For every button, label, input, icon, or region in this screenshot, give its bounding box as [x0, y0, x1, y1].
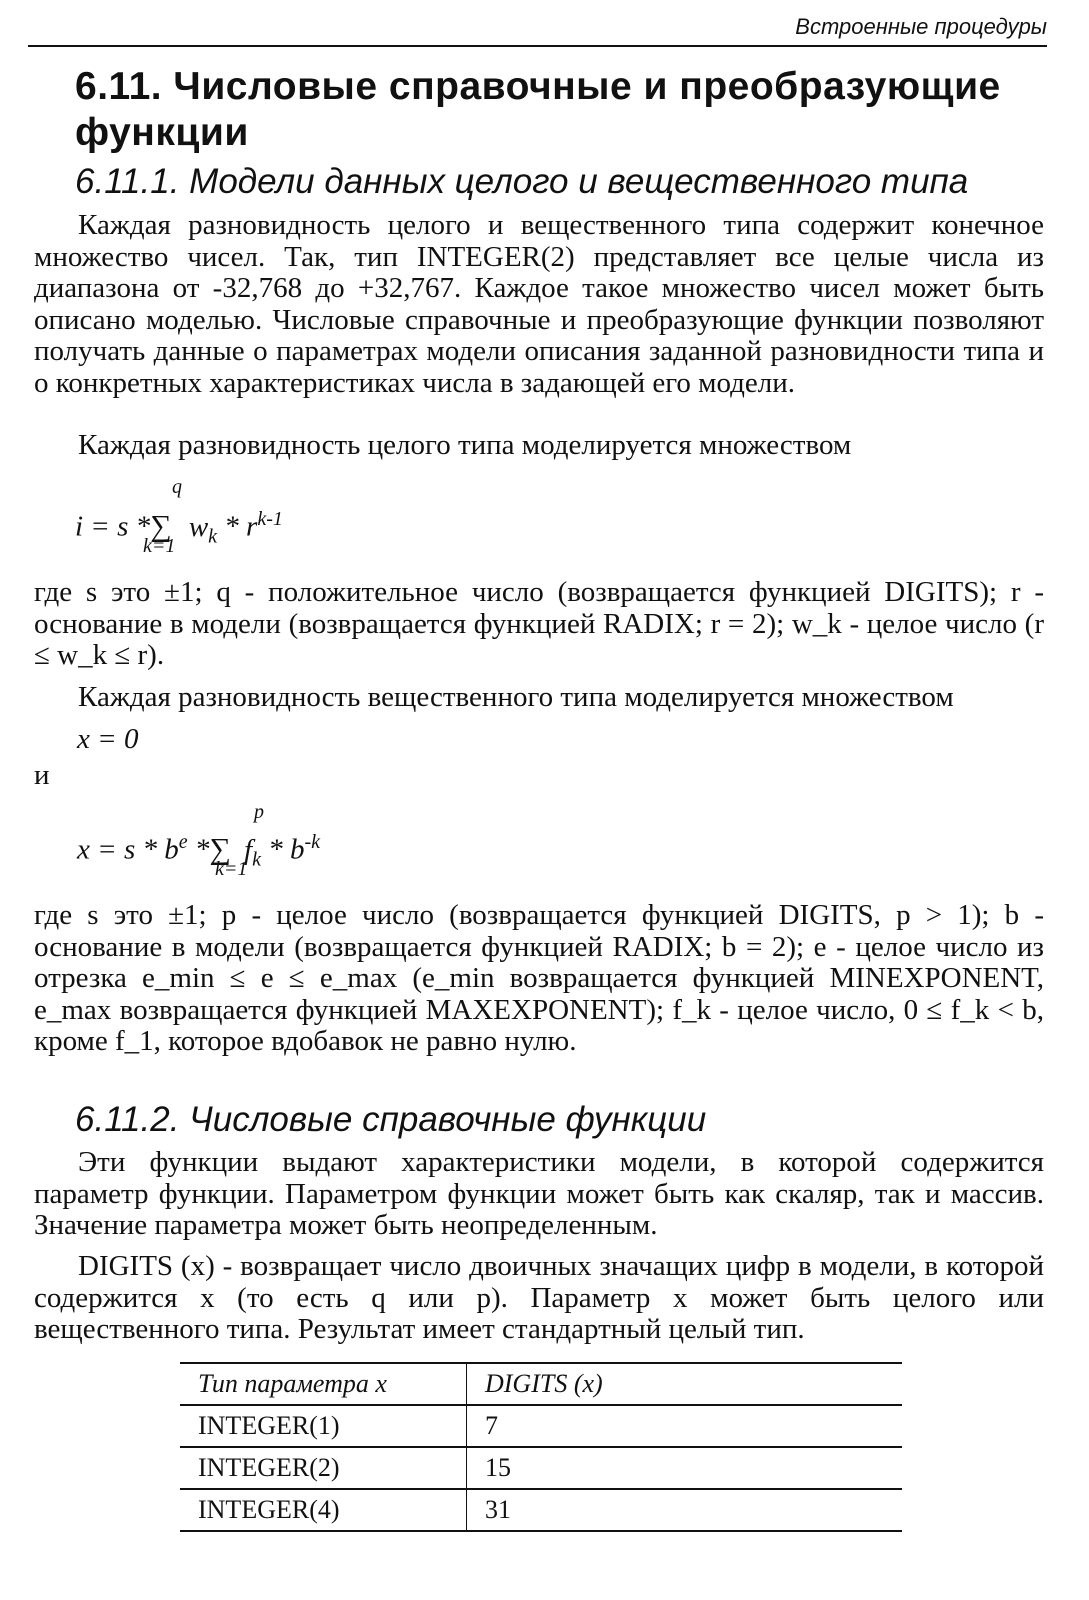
table-header-param-type: Тип параметра x: [180, 1363, 467, 1405]
section-title: 6.11. Числовые справочные и преобразующие функции: [75, 65, 1001, 154]
table-header-digits: DIGITS (x): [485, 1369, 603, 1398]
sum-lower-limit: k=1: [143, 535, 176, 557]
formula-term: w: [188, 510, 209, 543]
paragraph-integer-params: где s это ±1; q - положительное число (возвращается функцией DIGITS); r - основание в модели (возвращается функцией RADIX; r = 2); w_k - целое число (r ≤ w_k ≤ r).: [34, 576, 1044, 671]
sum-upper-limit: q: [172, 476, 182, 498]
sigma-symbol: ∑: [150, 509, 172, 543]
formula-rest: * r: [217, 510, 258, 543]
paragraph-digits: DIGITS (x) - возвращает число двоичных значащих цифр в модели, в которой содержится x (то есть q или p). Параметр x может быть целого или вещественного типа. Результат имеет стандартный целый тип.: [34, 1250, 1044, 1345]
table-cell-digits: 31: [485, 1495, 511, 1524]
formula-term-subscript: k: [252, 848, 261, 871]
formula-rest-superscript: -k: [304, 831, 321, 853]
table-header-row: [180, 1363, 902, 1405]
digits-table: [180, 1362, 902, 1532]
formula-term-subscript: k: [208, 525, 218, 548]
paragraph-integer-model: Каждая разновидность целого типа моделируется множеством: [78, 429, 852, 461]
paragraph-real-model: Каждая разновидность вещественного типа моделируется множеством: [78, 681, 954, 713]
formula-star: *: [187, 833, 210, 866]
table-row: [180, 1405, 902, 1447]
formula-rest-superscript: k-1: [257, 508, 283, 530]
sum-upper-limit: p: [254, 801, 264, 823]
subsection-title-2: 6.11.2. Числовые справочные функции: [75, 1100, 707, 1139]
paragraph-inquiry-functions: Эти функции выдают характеристики модели, в которой содержится параметр функции. Параметром функции может быть как скаляр, так и массив. Значение параметра может быть неопределенным.: [34, 1146, 1044, 1241]
paragraph-intro: Каждая разновидность целого и вещественного типа содержит конечное множество чисел. Так, тип INTEGER(2) представляет все целые числа из диапазона от -32,768 до +32,767. Каждое такое множество чисел может быть описано моделью. Числовые справочные и преобразующие функции позволяют получать данные о параметрах модели описания заданной разновидности типа и о конкретных характеристиках числа в задающей его модели.: [34, 209, 1044, 399]
table-row: [180, 1489, 902, 1531]
subsection-title-1: 6.11.1. Модели данных целого и вещественного типа: [75, 162, 969, 201]
table-cell-type: INTEGER(4): [180, 1489, 467, 1531]
formula-integer-model: [75, 476, 283, 557]
formula-lhs-superscript: e: [178, 831, 188, 853]
formula-lhs: i = s *: [75, 510, 151, 543]
table-row: [180, 1447, 902, 1489]
formula-lhs: x = s * b: [77, 833, 179, 866]
formula-term: f: [244, 833, 253, 866]
paragraph-real-params: где s это ±1; p - целое число (возвращается функцией DIGITS, p > 1); b - основание в модели (возвращается функцией RADIX; b = 2); e - целое число из отрезка e_min ≤ e ≤ e_max (e_min возвращается функцией MINEXPONENT, e_max возвращается функцией MAXEXPONENT); f_k - целое число, 0 ≤ f_k < b, кроме f_1, которое вдобавок не равно нулю.: [34, 899, 1044, 1057]
table-cell-digits: 7: [485, 1411, 498, 1440]
table-cell-digits: 15: [485, 1453, 511, 1482]
sum-lower-limit: k=1: [215, 858, 248, 880]
sigma-symbol: ∑: [209, 832, 231, 866]
table-cell-type: INTEGER(2): [180, 1447, 467, 1489]
formula-zero: x = 0: [77, 723, 139, 755]
running-head: Встроенные процедуры: [28, 14, 1047, 47]
table-cell-type: INTEGER(1): [180, 1405, 467, 1447]
formula-rest: * b: [260, 833, 305, 866]
formula-real-model: [77, 801, 321, 880]
conjunction-and: и: [34, 759, 50, 791]
